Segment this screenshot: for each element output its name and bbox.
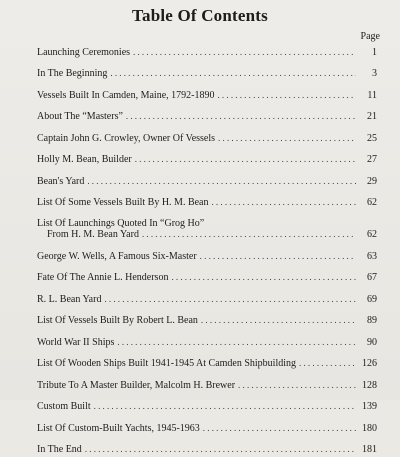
toc-entry-page: 63 xyxy=(359,251,377,262)
toc-entry xyxy=(37,393,377,415)
toc-entry xyxy=(37,328,377,350)
toc-entry-label: R. L. Bean Yard xyxy=(37,294,101,305)
toc-entry-page: 3 xyxy=(359,68,377,79)
toc-entry-label: Bean's Yard xyxy=(37,176,84,187)
toc-entry-label: Vessels Built In Camden, Maine, 1792-1890 xyxy=(37,90,214,101)
dot-leader xyxy=(211,197,356,208)
toc-entry-page: 1 xyxy=(359,47,377,58)
toc-entry xyxy=(37,60,377,82)
toc-entry-continuation xyxy=(37,229,377,240)
toc-entry-label: About The “Masters” xyxy=(37,111,123,122)
toc-entry-label: Fate Of The Annie L. Henderson xyxy=(37,272,168,283)
toc-entry xyxy=(37,285,377,307)
toc-entry-label: Launching Ceremonies xyxy=(37,47,130,58)
toc-entry-page: 126 xyxy=(359,358,377,369)
dot-leader xyxy=(126,111,356,122)
dot-leader xyxy=(117,337,356,348)
toc-entry xyxy=(37,350,377,372)
toc-entry-label: List Of Some Vessels Built By H. M. Bean xyxy=(37,197,208,208)
dot-leader xyxy=(135,154,356,165)
toc-entry xyxy=(37,146,377,168)
toc-entry xyxy=(37,242,377,264)
page-column-header: Page xyxy=(361,31,380,42)
toc-entry-page: 69 xyxy=(359,294,377,305)
toc-entry-label: List Of Custom-Built Yachts, 1945-1963 xyxy=(37,423,200,434)
toc-entry xyxy=(37,414,377,436)
dot-leader xyxy=(104,294,356,305)
toc-entry-label: Tribute To A Master Builder, Malcolm H. Brewer xyxy=(37,380,235,391)
toc-list xyxy=(37,38,377,457)
page-title: Table Of Contents xyxy=(0,6,400,26)
toc-entry xyxy=(37,307,377,329)
dot-leader xyxy=(203,423,356,434)
dot-leader xyxy=(110,68,356,79)
dot-leader xyxy=(142,229,356,240)
dot-leader xyxy=(217,90,356,101)
dot-leader xyxy=(200,251,356,262)
dot-leader xyxy=(133,47,356,58)
toc-entry-page: 181 xyxy=(359,444,377,455)
toc-entry-page: 27 xyxy=(359,154,377,165)
toc-entry xyxy=(37,103,377,125)
toc-entry-page: 67 xyxy=(359,272,377,283)
toc-entry-page: 128 xyxy=(359,380,377,391)
toc-entry-page: 25 xyxy=(359,133,377,144)
toc-entry xyxy=(37,124,377,146)
toc-entry xyxy=(37,210,377,242)
toc-entry-label: Holly M. Bean, Builder xyxy=(37,154,132,165)
toc-entry-page: 89 xyxy=(359,315,377,326)
toc-entry-label-line2: From H. M. Bean Yard xyxy=(47,229,139,240)
toc-entry-label: Custom Built xyxy=(37,401,91,412)
toc-entry-label: Captain John G. Crowley, Owner Of Vessels xyxy=(37,133,215,144)
toc-entry-page: 139 xyxy=(359,401,377,412)
toc-entry-page: 21 xyxy=(359,111,377,122)
toc-entry-page: 29 xyxy=(359,176,377,187)
toc-entry-page: 11 xyxy=(359,90,377,101)
toc-entry-label: In The End xyxy=(37,444,82,455)
toc-entry-page: 90 xyxy=(359,337,377,348)
dot-leader xyxy=(85,444,356,455)
toc-entry-page: 62 xyxy=(359,197,377,208)
dot-leader xyxy=(94,401,356,412)
toc-entry xyxy=(37,81,377,103)
toc-entry xyxy=(37,264,377,286)
toc-entry xyxy=(37,38,377,60)
dot-leader xyxy=(87,176,356,187)
toc-entry xyxy=(37,167,377,189)
toc-entry-label: World War II Ships xyxy=(37,337,114,348)
dot-leader xyxy=(238,380,356,391)
toc-entry-label: In The Beginning xyxy=(37,68,107,79)
toc-entry-label: George W. Wells, A Famous Six-Master xyxy=(37,251,197,262)
toc-entry-label: List Of Vessels Built By Robert L. Bean xyxy=(37,315,198,326)
toc-entry-label: List Of Launchings Quoted In “Grog Ho” xyxy=(37,218,377,229)
toc-entry-label: List Of Wooden Ships Built 1941-1945 At Camden Shipbuilding xyxy=(37,358,296,369)
toc-entry xyxy=(37,189,377,211)
toc-entry-page: 62 xyxy=(359,229,377,240)
dot-leader xyxy=(218,133,356,144)
dot-leader xyxy=(171,272,356,283)
toc-entry-page: 180 xyxy=(359,423,377,434)
dot-leader xyxy=(201,315,356,326)
toc-entry xyxy=(37,436,377,457)
dot-leader xyxy=(299,358,356,369)
toc-entry xyxy=(37,371,377,393)
